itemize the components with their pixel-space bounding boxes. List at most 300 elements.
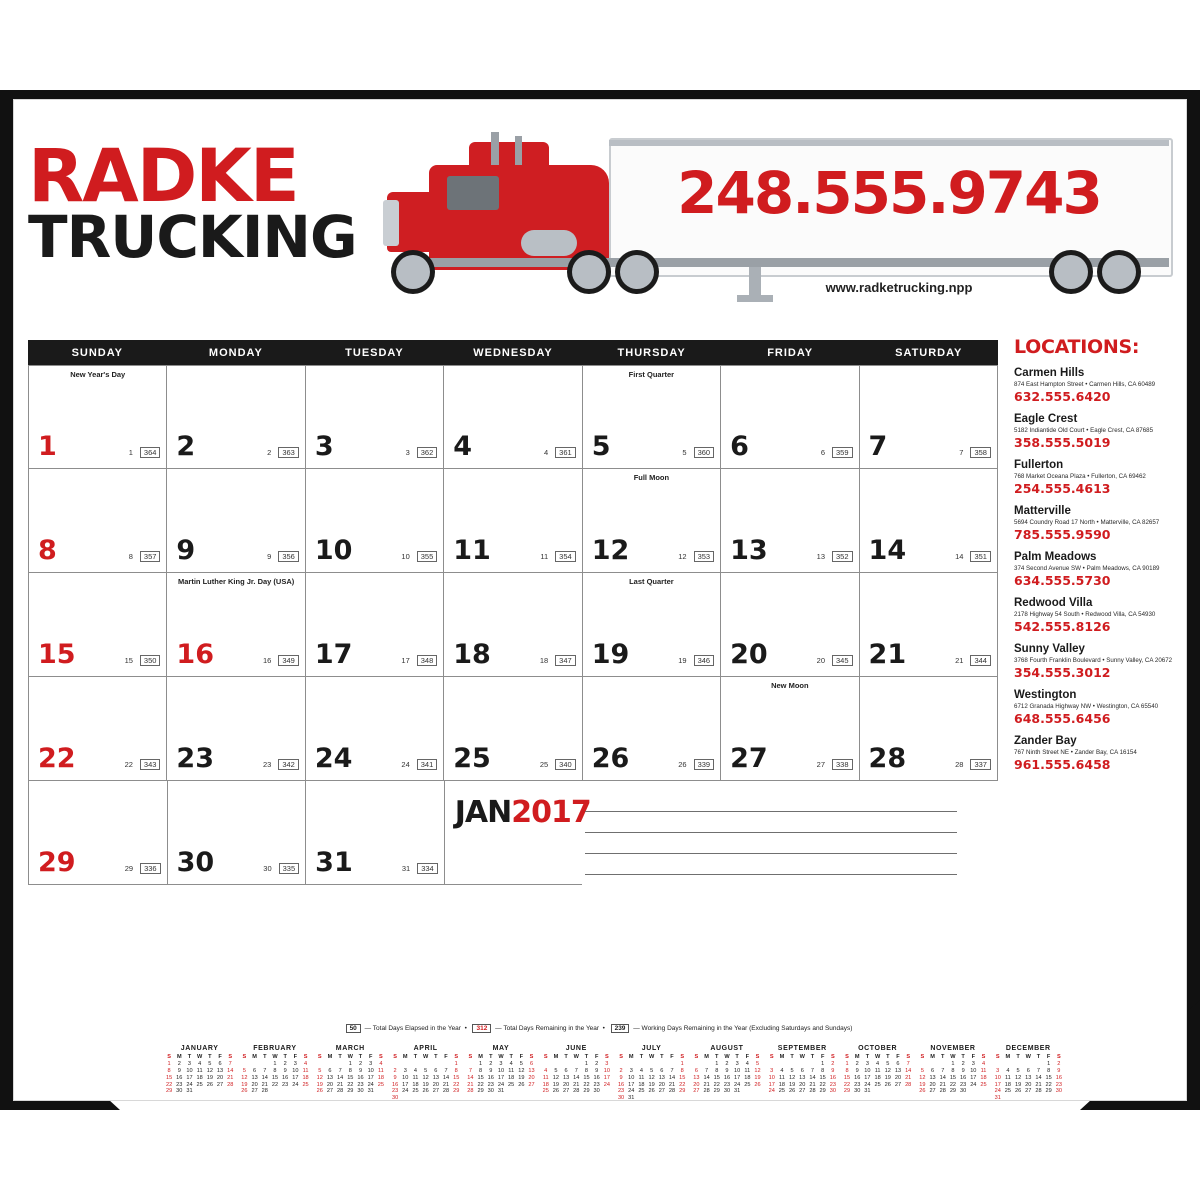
mini-day: 3	[605, 1061, 609, 1068]
day-cell-1[interactable]	[29, 365, 167, 469]
day-cell-22[interactable]	[29, 677, 167, 781]
mini-dow: W	[799, 1054, 805, 1061]
days-remaining: 356	[278, 551, 299, 562]
location-item	[1014, 413, 1174, 450]
mini-day: 6	[328, 1067, 332, 1074]
mini-empty	[215, 1088, 225, 1095]
mini-empty	[938, 1061, 948, 1068]
mini-dow: F	[594, 1054, 599, 1061]
mini-day: 8	[273, 1067, 277, 1074]
mini-day: 1	[584, 1061, 589, 1068]
wheel-drive-2	[615, 250, 659, 294]
day-number: 15	[38, 639, 76, 670]
mini-day: 23	[960, 1081, 967, 1088]
day-counters	[544, 447, 576, 458]
day-cell-28[interactable]	[860, 677, 998, 781]
mini-dow: S	[694, 1054, 699, 1061]
day-counters	[129, 447, 161, 458]
mini-day: 16	[357, 1074, 364, 1081]
mini-empty	[195, 1088, 205, 1095]
day-cell-9[interactable]	[167, 469, 305, 573]
mini-day: 10	[734, 1067, 741, 1074]
mini-dow: S	[755, 1054, 760, 1061]
mini-day: 6	[218, 1061, 222, 1068]
mini-week	[917, 1088, 988, 1095]
mini-empty	[1023, 1095, 1033, 1102]
mini-day: 22	[713, 1081, 720, 1088]
days-elapsed: 28	[955, 760, 964, 769]
day-cell-15[interactable]	[29, 573, 167, 677]
mini-month-september[interactable]	[767, 1045, 838, 1101]
mini-day: 30	[829, 1088, 836, 1095]
location-item	[1014, 505, 1174, 542]
mini-empty	[250, 1061, 260, 1068]
mini-day: 1	[845, 1061, 849, 1068]
weekday-tuesday: TUESDAY	[345, 347, 404, 359]
mini-day: 14	[809, 1074, 816, 1081]
mini-dow: T	[1036, 1054, 1041, 1061]
mini-day: 7	[941, 1067, 945, 1074]
mini-week	[239, 1061, 310, 1068]
location-name: Eagle Crest	[1014, 413, 1078, 425]
days-remaining: 342	[278, 759, 299, 770]
mini-day: 23	[391, 1088, 399, 1095]
mini-day: 3	[403, 1067, 407, 1074]
mini-day: 23	[282, 1081, 289, 1088]
day-cell-25[interactable]	[444, 677, 582, 781]
landing-gear	[749, 267, 761, 297]
mini-day: 27	[929, 1088, 936, 1095]
day-cell-5[interactable]	[583, 365, 721, 469]
mini-dow: F	[368, 1054, 373, 1061]
mini-day: 30	[723, 1088, 731, 1095]
mini-day: 11	[779, 1074, 785, 1081]
mini-week	[390, 1068, 461, 1075]
mini-month-name: OCTOBER	[858, 1045, 898, 1052]
days-elapsed: 26	[678, 760, 687, 769]
mini-dow: S	[920, 1054, 925, 1061]
mini-day: 8	[479, 1067, 483, 1074]
mini-empty	[626, 1061, 636, 1068]
mini-day: 18	[196, 1074, 203, 1081]
mini-dow: S	[605, 1054, 609, 1061]
mini-month-january[interactable]	[164, 1045, 235, 1101]
mini-day: 7	[670, 1067, 674, 1074]
mini-day: 25	[638, 1088, 645, 1095]
day-cell-4[interactable]	[444, 365, 582, 469]
mini-day: 27	[432, 1088, 439, 1095]
mini-week	[465, 1074, 536, 1081]
week-row	[28, 781, 998, 885]
mini-day: 13	[251, 1074, 258, 1081]
mini-month-march[interactable]	[315, 1045, 386, 1101]
mini-day: 28	[668, 1088, 676, 1095]
mini-day: 29	[1045, 1088, 1052, 1095]
day-cell-10[interactable]	[306, 469, 444, 573]
mini-day: 29	[453, 1088, 460, 1095]
mini-day: 17	[603, 1074, 610, 1081]
mini-month-name: APRIL	[413, 1045, 438, 1052]
day-number: 18	[453, 639, 491, 670]
mini-day: 9	[595, 1067, 599, 1074]
mini-day: 4	[544, 1067, 548, 1074]
days-remaining: 364	[140, 447, 161, 458]
mini-day: 25	[196, 1081, 203, 1088]
mini-day: 15	[477, 1074, 484, 1081]
mini-week	[315, 1074, 386, 1081]
days-elapsed: 29	[124, 864, 134, 873]
day-counters	[678, 551, 714, 562]
mini-day: 24	[292, 1081, 299, 1088]
mini-day: 2	[619, 1067, 623, 1074]
mini-month-name: SEPTEMBER	[777, 1045, 827, 1052]
location-address: 874 East Hampton Street • Carmen Hills, CA 60489	[1014, 381, 1156, 388]
mini-day: 25	[980, 1081, 987, 1088]
mini-empty	[400, 1061, 410, 1068]
location-item	[1014, 459, 1174, 496]
mini-empty	[993, 1061, 1003, 1068]
days-remaining: 336	[140, 863, 161, 874]
mini-day: 21	[905, 1074, 912, 1081]
mini-day: 3	[971, 1061, 975, 1068]
day-counters	[678, 655, 714, 666]
mini-week	[691, 1061, 762, 1068]
mini-day: 7	[1036, 1067, 1041, 1074]
day-cell-6[interactable]	[721, 365, 859, 469]
mini-day: 31	[864, 1088, 871, 1095]
mini-day: 30	[391, 1095, 399, 1102]
mini-dow: F	[1046, 1054, 1051, 1061]
days-elapsed: 25	[539, 760, 549, 769]
mini-day: 6	[564, 1067, 568, 1074]
legend-working-key: 239	[611, 1024, 630, 1033]
mini-day: 17	[628, 1081, 635, 1088]
day-cell-24[interactable]	[306, 677, 444, 781]
day-cell-18[interactable]	[444, 573, 582, 677]
mini-empty	[1003, 1095, 1013, 1102]
days-remaining: 348	[417, 655, 438, 666]
days-remaining: 347	[555, 655, 576, 666]
weekday-friday: FRIDAY	[767, 347, 814, 359]
mini-empty	[1033, 1061, 1043, 1068]
day-number: 31	[315, 847, 353, 878]
mini-day: 24	[603, 1081, 610, 1088]
mini-day: 26	[241, 1088, 248, 1095]
mini-empty	[667, 1095, 677, 1102]
days-remaining: 341	[417, 759, 438, 770]
mini-day: 5	[650, 1067, 654, 1074]
mini-day: 20	[432, 1081, 439, 1088]
mini-day: 13	[216, 1067, 224, 1074]
mini-day: 31	[367, 1088, 374, 1095]
mini-week	[465, 1081, 536, 1088]
day-counters	[955, 655, 991, 666]
mini-day: 24	[768, 1088, 775, 1095]
mini-empty	[421, 1095, 431, 1102]
day-number: 12	[591, 535, 630, 566]
mini-month-february[interactable]	[239, 1045, 310, 1101]
mini-day: 26	[919, 1088, 926, 1095]
mini-day: 8	[167, 1067, 171, 1074]
day-number: 26	[591, 743, 630, 774]
mini-empty	[390, 1061, 400, 1068]
mini-day: 9	[725, 1067, 729, 1074]
mini-empty	[667, 1061, 677, 1068]
mini-day: 30	[1055, 1088, 1062, 1095]
mini-day: 22	[477, 1081, 484, 1088]
note-lines[interactable]	[585, 791, 957, 876]
mini-day: 20	[1025, 1081, 1032, 1088]
mini-day: 1	[454, 1061, 458, 1068]
mini-day: 5	[318, 1067, 322, 1074]
mini-empty	[526, 1088, 536, 1095]
mini-month-june[interactable]	[541, 1045, 612, 1101]
mini-day: 15	[453, 1074, 460, 1081]
mini-day: 29	[843, 1088, 851, 1095]
day-cell-31[interactable]	[306, 781, 445, 885]
mini-month-name: NOVEMBER	[930, 1045, 976, 1052]
day-cell-16[interactable]	[167, 573, 305, 677]
day-cell-2[interactable]	[167, 365, 305, 469]
mini-day: 17	[768, 1081, 775, 1088]
mini-week	[691, 1081, 762, 1088]
day-counters	[263, 863, 299, 874]
mini-empty	[657, 1095, 667, 1102]
mini-empty	[431, 1095, 441, 1102]
mini-dow: W	[724, 1054, 730, 1061]
mini-day: 10	[497, 1067, 505, 1074]
notes-area[interactable]	[445, 781, 965, 884]
mini-day: 9	[619, 1074, 623, 1081]
mini-day: 5	[1016, 1067, 1020, 1074]
day-cell-8[interactable]	[29, 469, 167, 573]
day-cell-23[interactable]	[167, 677, 305, 781]
mini-day: 9	[358, 1067, 363, 1074]
notes-cell[interactable]	[445, 781, 591, 885]
mini-day: 17	[186, 1074, 193, 1081]
day-counters	[817, 551, 853, 562]
mini-week	[390, 1088, 461, 1095]
mini-month-november[interactable]	[917, 1045, 988, 1101]
mini-day: 4	[745, 1061, 749, 1068]
day-cell-7[interactable]	[860, 365, 998, 469]
mini-day: 7	[906, 1061, 910, 1068]
mini-empty	[400, 1095, 410, 1102]
day-counters	[125, 759, 161, 770]
mini-dow: S	[317, 1054, 322, 1061]
day-cell-11[interactable]	[444, 469, 582, 573]
day-cell-14[interactable]	[860, 469, 998, 573]
mini-week	[465, 1068, 536, 1075]
mini-day: 25	[377, 1081, 384, 1088]
mini-dow: S	[543, 1054, 548, 1061]
wheel-trailer-1	[1049, 250, 1093, 294]
mini-dow: S	[680, 1054, 685, 1061]
mini-dow: T	[413, 1054, 418, 1061]
day-cell-21[interactable]	[860, 573, 998, 677]
mini-day: 8	[821, 1067, 825, 1074]
mini-week	[691, 1068, 762, 1075]
mini-dow: F	[971, 1054, 976, 1061]
days-remaining: 340	[555, 759, 576, 770]
mini-day: 5	[886, 1061, 890, 1068]
mini-day: 7	[574, 1067, 578, 1074]
mini-week	[993, 1061, 1064, 1068]
legend-elapsed-key: 50	[346, 1024, 361, 1033]
mini-week	[239, 1068, 310, 1075]
day-cell-29[interactable]	[29, 781, 168, 885]
mini-dow: F	[745, 1054, 750, 1061]
mini-day: 1	[273, 1061, 277, 1068]
mini-day: 21	[261, 1081, 268, 1088]
days-elapsed: 5	[682, 448, 687, 457]
day-counters	[821, 447, 853, 458]
mini-week	[164, 1088, 235, 1095]
day-cell-26[interactable]	[583, 677, 721, 781]
mini-dow: M	[402, 1054, 408, 1061]
mini-week	[993, 1088, 1064, 1095]
days-elapsed: 11	[540, 552, 549, 561]
mini-day: 26	[788, 1088, 796, 1095]
mini-week	[390, 1074, 461, 1081]
mini-week	[390, 1081, 461, 1088]
mini-month-december[interactable]	[993, 1045, 1064, 1101]
mini-day: 25	[778, 1088, 786, 1095]
day-cell-17[interactable]	[306, 573, 444, 677]
days-remaining: 337	[970, 759, 991, 770]
mini-day: 11	[744, 1067, 751, 1074]
mini-day: 24	[970, 1081, 977, 1088]
mini-day: 13	[894, 1067, 902, 1074]
day-number: 23	[176, 743, 214, 774]
mini-day: 4	[198, 1061, 202, 1068]
day-counters	[959, 447, 991, 458]
mini-empty	[968, 1088, 978, 1095]
mini-day: 28	[442, 1088, 450, 1095]
mini-dow: T	[639, 1054, 644, 1061]
mini-day: 14	[703, 1074, 710, 1081]
locations-panel	[1014, 336, 1174, 781]
mini-month-april[interactable]	[390, 1045, 461, 1101]
days-remaining: 346	[694, 655, 715, 666]
mini-empty	[636, 1095, 646, 1102]
mini-day: 9	[831, 1067, 835, 1074]
mini-empty	[376, 1088, 386, 1095]
mini-day: 14	[573, 1074, 580, 1081]
day-cell-20[interactable]	[721, 573, 859, 677]
mini-dow: M	[252, 1054, 257, 1061]
location-item	[1014, 689, 1174, 726]
mini-dow: T	[564, 1054, 568, 1061]
mini-month-july[interactable]	[616, 1045, 687, 1101]
day-number: 13	[730, 535, 768, 566]
mini-day: 11	[638, 1074, 645, 1081]
mini-day: 18	[1004, 1081, 1011, 1088]
days-remaining: 357	[140, 551, 161, 562]
mini-day: 28	[939, 1088, 946, 1095]
company-logo	[28, 134, 388, 271]
day-cell-3[interactable]	[306, 365, 444, 469]
day-counters	[955, 551, 991, 562]
location-phone: 358.555.5019	[1014, 435, 1111, 450]
mini-dow: S	[619, 1054, 623, 1061]
day-cell-12[interactable]	[583, 469, 721, 573]
day-number: 24	[314, 743, 353, 774]
day-note: New Year's Day	[70, 370, 126, 379]
trailer-roof-stripe	[609, 140, 1169, 146]
mini-day: 23	[723, 1081, 731, 1088]
day-cell-13[interactable]	[721, 469, 859, 573]
mini-month-october[interactable]	[842, 1045, 913, 1101]
mini-day: 5	[519, 1061, 523, 1068]
mini-week	[616, 1061, 687, 1068]
mini-month-may[interactable]	[465, 1045, 536, 1101]
mini-day: 27	[799, 1088, 806, 1095]
mini-day: 11	[377, 1067, 384, 1074]
day-cell-30[interactable]	[168, 781, 307, 885]
days-elapsed: 2	[267, 448, 272, 457]
mini-day: 22	[583, 1081, 590, 1088]
mini-day: 25	[508, 1081, 515, 1088]
mini-day: 24	[186, 1081, 193, 1088]
day-counters	[125, 655, 161, 666]
mini-day: 27	[693, 1088, 700, 1095]
mini-day: 16	[723, 1074, 731, 1081]
day-counters	[402, 863, 438, 874]
day-cell-27[interactable]	[721, 677, 859, 781]
mini-week	[917, 1061, 988, 1068]
mini-day: 29	[583, 1088, 590, 1095]
mini-week	[691, 1088, 762, 1095]
company-name-line1: RADKE	[28, 134, 298, 219]
mini-dow: S	[981, 1054, 986, 1061]
mini-week	[767, 1088, 838, 1095]
mini-day: 6	[694, 1067, 698, 1074]
mini-dow: T	[263, 1054, 267, 1061]
mini-month-august[interactable]	[691, 1045, 762, 1101]
mini-week	[917, 1081, 988, 1088]
mini-day: 22	[949, 1081, 957, 1088]
mini-dow: F	[519, 1054, 524, 1061]
day-number: 5	[591, 431, 611, 462]
mini-empty	[647, 1061, 657, 1068]
days-elapsed: 23	[262, 760, 272, 769]
mini-day: 25	[1004, 1088, 1011, 1095]
mini-day: 12	[754, 1067, 761, 1074]
day-note: First Quarter	[628, 370, 675, 379]
mini-day: 29	[679, 1088, 686, 1095]
mini-day: 12	[788, 1074, 796, 1081]
desk-pad-calendar	[14, 100, 1186, 1100]
mini-day: 13	[432, 1074, 439, 1081]
mini-dow: M	[553, 1054, 559, 1061]
mini-day: 19	[316, 1081, 323, 1088]
days-remaining: 351	[970, 551, 991, 562]
location-name: Palm Meadows	[1014, 551, 1097, 563]
mini-day: 3	[629, 1067, 633, 1074]
mini-day: 13	[929, 1074, 936, 1081]
mini-week	[616, 1088, 687, 1095]
day-cell-19[interactable]	[583, 573, 721, 677]
mini-day: 20	[799, 1081, 806, 1088]
days-elapsed: 17	[401, 656, 410, 665]
month-grid	[28, 340, 998, 885]
mini-day: 11	[412, 1074, 419, 1081]
mini-day: 3	[187, 1061, 192, 1068]
mini-dow: T	[489, 1054, 493, 1061]
mini-dow: S	[830, 1054, 835, 1061]
mini-day: 5	[242, 1067, 246, 1074]
